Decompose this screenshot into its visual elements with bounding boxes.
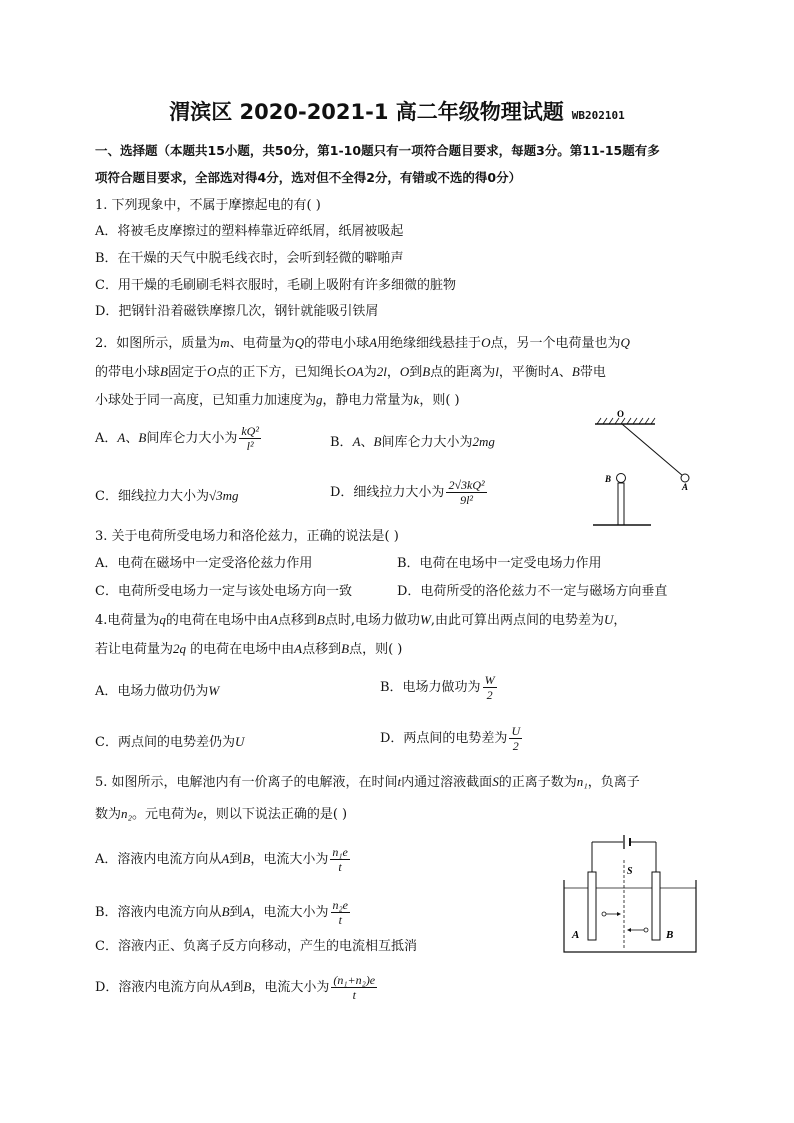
label-o: O (617, 409, 625, 419)
q5-option-c: C．溶液内正、负离子反方向移动，产生的电流相互抵消 (95, 939, 417, 954)
positive-ion-arrowhead (617, 912, 621, 916)
q3-option-a: A．电荷在磁场中一定受洛伦兹力作用 (95, 556, 313, 571)
q3-option-c: C．电荷所受电场力一定与该处电场方向一致 (95, 584, 352, 599)
q3-option-d: D．电荷所受的洛伦兹力不一定与磁场方向垂直 (397, 584, 668, 599)
page-title: 渭滨区 2020-2021-1 高二年级物理试题 WB202101 (169, 100, 625, 124)
q2-option-c: C．细线拉力大小为√3mg (95, 488, 239, 504)
string-line (622, 424, 683, 476)
q3-stem: 3. 关于电荷所受电场力和洛伦兹力，正确的说法是( ) (95, 529, 399, 544)
label-b: B (605, 474, 612, 484)
q4-stem-line2: 若让电荷量为2q 的电荷在电场中由A点移到B点，则( ) (95, 641, 403, 657)
label-electrode-a: A (572, 929, 580, 941)
q2-option-d: D．细线拉力大小为 $\frac{\text{2√3kQ²}}{\text{9l²}}$ (330, 478, 485, 507)
q5-option-b: B．溶液内电流方向从B到A，电流大小为 $\frac{\text{n₂e}}{t}$ (95, 898, 348, 927)
q2-pendulum-figure (585, 408, 705, 530)
q1-option-a: A．将被毛皮摩擦过的塑料棒靠近碎纸屑，纸屑被吸起 (95, 224, 404, 239)
q2-stem-line1: 2．如图所示，质量为m、电荷量为Q的带电小球A用绝缘细线悬挂于O点，另一个电荷量也为Q (95, 335, 630, 351)
q4-option-c: C．两点间的电势差仍为U (95, 734, 245, 750)
q2-stem-line3: 小球处于同一高度，已知重力加速度为g，静电力常量为k，则( ) (95, 392, 460, 408)
q2-option-b: B．A、B间库仑力大小为2mg (330, 434, 495, 450)
negative-ion-arrowhead (627, 928, 631, 932)
label-s: S (627, 866, 633, 877)
q3-option-b: B．电荷在电场中一定受电场力作用 (397, 556, 602, 571)
q1-option-d: D．把钢针沿着磁铁摩擦几次，钢针就能吸引铁屑 (95, 304, 379, 319)
label-a: A (682, 482, 689, 492)
q4-stem-line1: 4.电荷量为q的电荷在电场中由A点移到B点时,电场力做功W,由此可算出两点间的电势差为U， (95, 612, 627, 628)
label-electrode-b: B (666, 929, 674, 941)
q4-option-a: A．电场力做功仍为W (95, 683, 220, 699)
electrode-a (588, 872, 596, 940)
q5-electrolytic-cell-figure (560, 830, 700, 955)
q4-option-b: B．电场力做功为 $\frac{W}{2}$ (380, 673, 495, 702)
insulating-stand (618, 483, 624, 525)
q5-option-a: A．溶液内电流方向从A到B，电流大小为 $\frac{\text{n₁e}}{t}$ (95, 845, 348, 874)
ball-a (681, 474, 689, 482)
q1-option-c: C．用干燥的毛刷刷毛料衣服时，毛刷上吸附有许多细微的脏物 (95, 278, 456, 293)
positive-ion (602, 912, 606, 916)
section-header-line1: 一、选择题（本题共15小题，共50分，第1-10题只有一项符合题目要求，每题3分。第11-15题有多 (95, 143, 660, 158)
q5-option-d: D．溶液内电流方向从A到B，电流大小为 $\frac{\text{(n₁+n₂)e}}{t}$ (95, 973, 376, 1002)
section-header-line2: 项符合题目要求，全部选对得4分，选对但不全得2分，有错或不选的得0分） (95, 170, 522, 185)
q1-stem: 1. 下列现象中，不属于摩擦起电的有( ) (95, 198, 321, 213)
ceiling-hatching (597, 418, 655, 424)
ball-b (617, 474, 626, 483)
exam-code: WB202101 (571, 109, 625, 122)
q5-stem-line2: 数为n₂。元电荷为e，则以下说法正确的是( ) (95, 806, 348, 822)
q4-option-d: D．两点间的电势差为 $\frac{U}{2}$ (380, 724, 521, 753)
q2-stem-line2: 的带电小球B固定于O点的正下方，已知绳长OA为2l，O到B点的距离为l，平衡时A、B带电 (95, 364, 606, 380)
q2-option-a: A．A、B间库仑力大小为 $\frac{\text{kQ²}}{\text{l²}}$ (95, 424, 259, 453)
electrode-b (652, 872, 660, 940)
negative-ion (644, 928, 648, 932)
q1-option-b: B．在干燥的天气中脱毛线衣时，会听到轻微的噼啪声 (95, 251, 404, 266)
container (564, 880, 696, 952)
q5-stem-line1: 5. 如图所示，电解池内有一价离子的电解液，在时间t内通过溶液截面S的正离子数为n₁，负离子 (95, 774, 640, 790)
